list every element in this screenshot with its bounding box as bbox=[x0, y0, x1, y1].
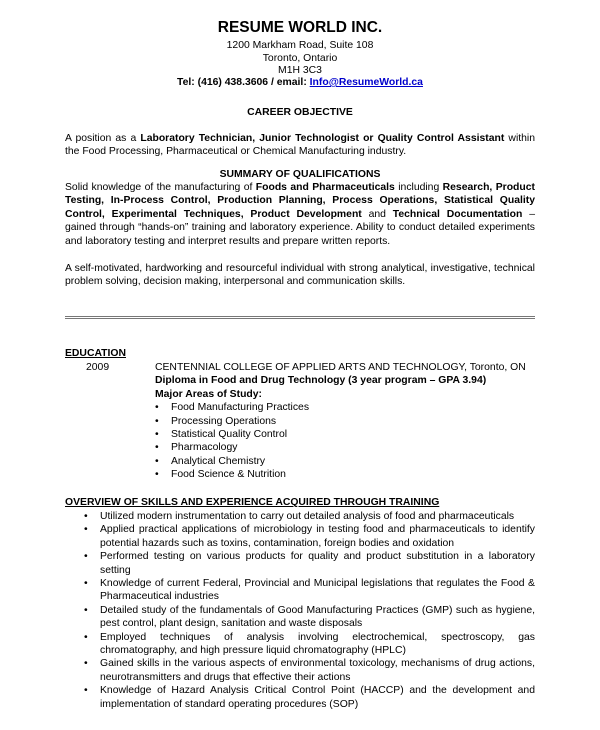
list-item: • Applied practical applications of microbiology in testing food and pharmaceuticals to identify potential hazards such as toxins, contamination, foreign bodies and oxidation bbox=[84, 524, 535, 549]
list-item: • Employed techniques of analysis involving electrochemical, spectroscopy, gas chromatography, and high pressure liquid chromatography (HPLC) bbox=[84, 631, 535, 657]
college-name: CENTENNIAL COLLEGE OF APPLIED ARTS AND TECHNOLOGY, Toronto, ON bbox=[155, 362, 526, 373]
areas-list bbox=[155, 401, 555, 481]
career-objective-heading: CAREER OBJECTIVE bbox=[247, 107, 353, 118]
email-link[interactable]: Info@ResumeWorld.ca bbox=[309, 77, 423, 88]
bullet-icon: • bbox=[84, 658, 88, 670]
bullet-icon: • bbox=[155, 402, 159, 414]
summary-traits-text: A self-motivated, hardworking and resourceful individual with strong analytical, investigative, technical problem solving, decision making, interpersonal and communication skills. bbox=[65, 263, 535, 288]
list-item: • Food Manufacturing Practices bbox=[155, 402, 310, 414]
list-item: • Statistical Quality Control bbox=[155, 428, 288, 440]
areas-heading: Major Areas of Study: bbox=[155, 388, 263, 400]
diploma: Diploma in Food and Drug Technology (3 year program – GPA 3.94) bbox=[155, 375, 487, 387]
bullet-icon: • bbox=[84, 578, 88, 590]
list-item: • Analytical Chemistry bbox=[155, 455, 266, 467]
list-item: • Detailed study of the fundamentals of Good Manufacturing Practices (GMP) such as hygiene, pest control, plant design, sanitation and waste disposals bbox=[84, 604, 535, 630]
overview-heading: OVERVIEW OF SKILLS AND EXPERIENCE ACQUIRED THROUGH TRAINING bbox=[65, 497, 440, 508]
bullet-icon: • bbox=[155, 455, 159, 467]
career-objective-text: A position as a Laboratory Technician, Junior Technologist or Quality Control Assistant within the Food Processing, Pharmaceutical or Chemical Manufacturing industry. bbox=[65, 133, 535, 158]
overview-list bbox=[84, 510, 535, 711]
summary-heading: SUMMARY OF QUALIFICATIONS bbox=[219, 169, 381, 180]
list-item: • Pharmacology bbox=[155, 442, 238, 454]
education-year: 2009 bbox=[86, 362, 110, 373]
list-item: • Knowledge of current Federal, Provincial and Municipal legislations that regulates the Food & Pharmaceutical industries bbox=[84, 578, 535, 603]
bullet-icon: • bbox=[84, 524, 88, 536]
bullet-icon: • bbox=[84, 511, 88, 522]
bullet-icon: • bbox=[155, 469, 159, 481]
company-name: RESUME WORLD INC. bbox=[217, 19, 383, 36]
city-line: Toronto, Ontario bbox=[262, 53, 338, 64]
education-heading: EDUCATION bbox=[65, 348, 126, 359]
bullet-icon: • bbox=[84, 631, 88, 643]
tel-label: Tel: (416) 438.3606 / email: bbox=[177, 77, 310, 88]
bullet-icon: • bbox=[84, 685, 88, 697]
bullet-icon: • bbox=[84, 551, 88, 563]
list-item: • Knowledge of Hazard Analysis Critical Control Point (HACCP) and the development and implementation of standard operating procedures (SOP) bbox=[84, 685, 535, 710]
section-divider bbox=[65, 316, 535, 319]
summary-text: Solid knowledge of the manufacturing of Foods and Pharmaceuticals including Research, Product Testing, In-Process Control, Production Planning, Process Operations, Statistical Quality Control, Experimental Techniques, Product Development and Technical Documentation – gained through “hands-on” training and laboratory experience. Ability to conduct detailed experiments and laboratory testing and interpret results and prepare written reports. bbox=[65, 182, 535, 247]
list-item: • Food Science & Nutrition bbox=[155, 469, 286, 481]
bullet-icon: • bbox=[84, 604, 88, 616]
list-item: • Gained skills in the various aspects of environmental toxicology, mechanisms of drug actions, neurotransmitters and drugs that effective their actions bbox=[84, 658, 535, 683]
education-details bbox=[155, 361, 555, 482]
bullet-icon: • bbox=[155, 428, 159, 440]
list-item: • Processing Operations bbox=[155, 415, 277, 427]
list-item: • Performed testing on various products for quality and product substitution in a laboratory setting bbox=[84, 551, 535, 576]
bullet-icon: • bbox=[155, 415, 159, 427]
contact-line bbox=[0, 77, 600, 89]
postal-line: M1H 3C3 bbox=[278, 65, 322, 76]
bullet-icon: • bbox=[155, 442, 159, 454]
list-item: • Utilized modern instrumentation to carry out detailed analysis of food and pharmaceuticals bbox=[84, 511, 515, 522]
address-line: 1200 Markham Road, Suite 108 bbox=[226, 40, 374, 51]
